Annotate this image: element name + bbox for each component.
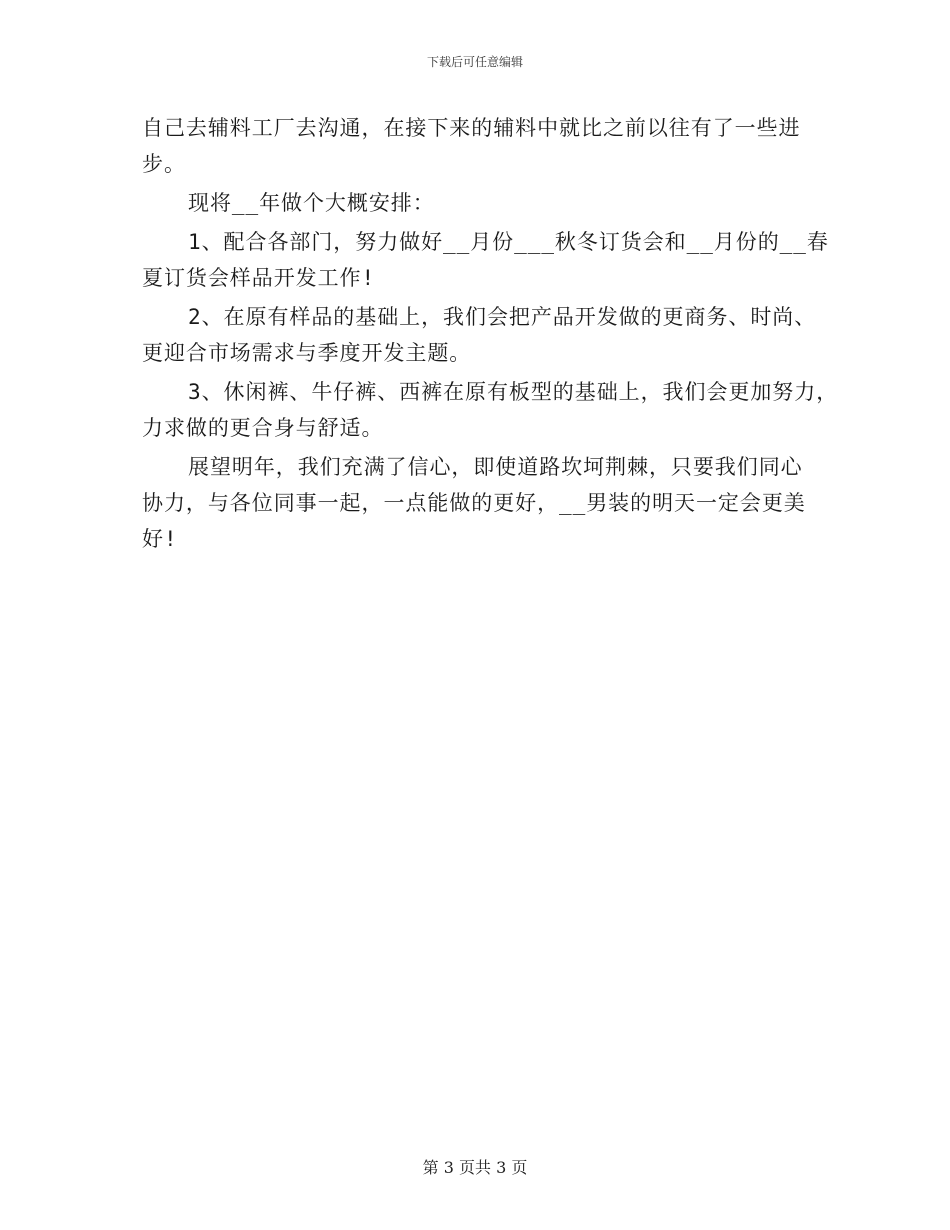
body-line: 力求做的更合身与舒适。 — [142, 416, 384, 440]
body-line: 展望明年，我们充满了信心，即使道路坎坷荆棘，只要我们同心 — [188, 455, 803, 479]
body-line: 更迎合市场需求与季度开发主题。 — [142, 341, 472, 365]
body-line: 自己去辅料工厂去沟通，在接下来的辅料中就比之前以往有了一些进 — [142, 116, 801, 140]
body-line: 2、在原有样品的基础上，我们会把产品开发做的更商务、时尚、 — [188, 305, 817, 329]
body-line: 步。 — [142, 152, 186, 176]
document-body — [142, 110, 839, 557]
page-footer: 第 3 页共 3 页 — [422, 1158, 528, 1177]
body-line: 好! — [142, 527, 178, 551]
body-line: 3、休闲裤、牛仔裤、西裤在原有板型的基础上，我们会更加努力， — [188, 380, 839, 404]
body-line: 夏订货会样品开发工作! — [142, 266, 376, 290]
body-line: 现将__年做个大概安排： — [188, 191, 435, 215]
body-line: 协力，与各位同事一起，一点能做的更好，__男装的明天一定会更美 — [142, 491, 806, 515]
body-line: 1、配合各部门，努力做好__月份___秋冬订货会和__月份的__春 — [188, 230, 829, 254]
page-header: 下载后可任意编辑 — [426, 55, 523, 69]
